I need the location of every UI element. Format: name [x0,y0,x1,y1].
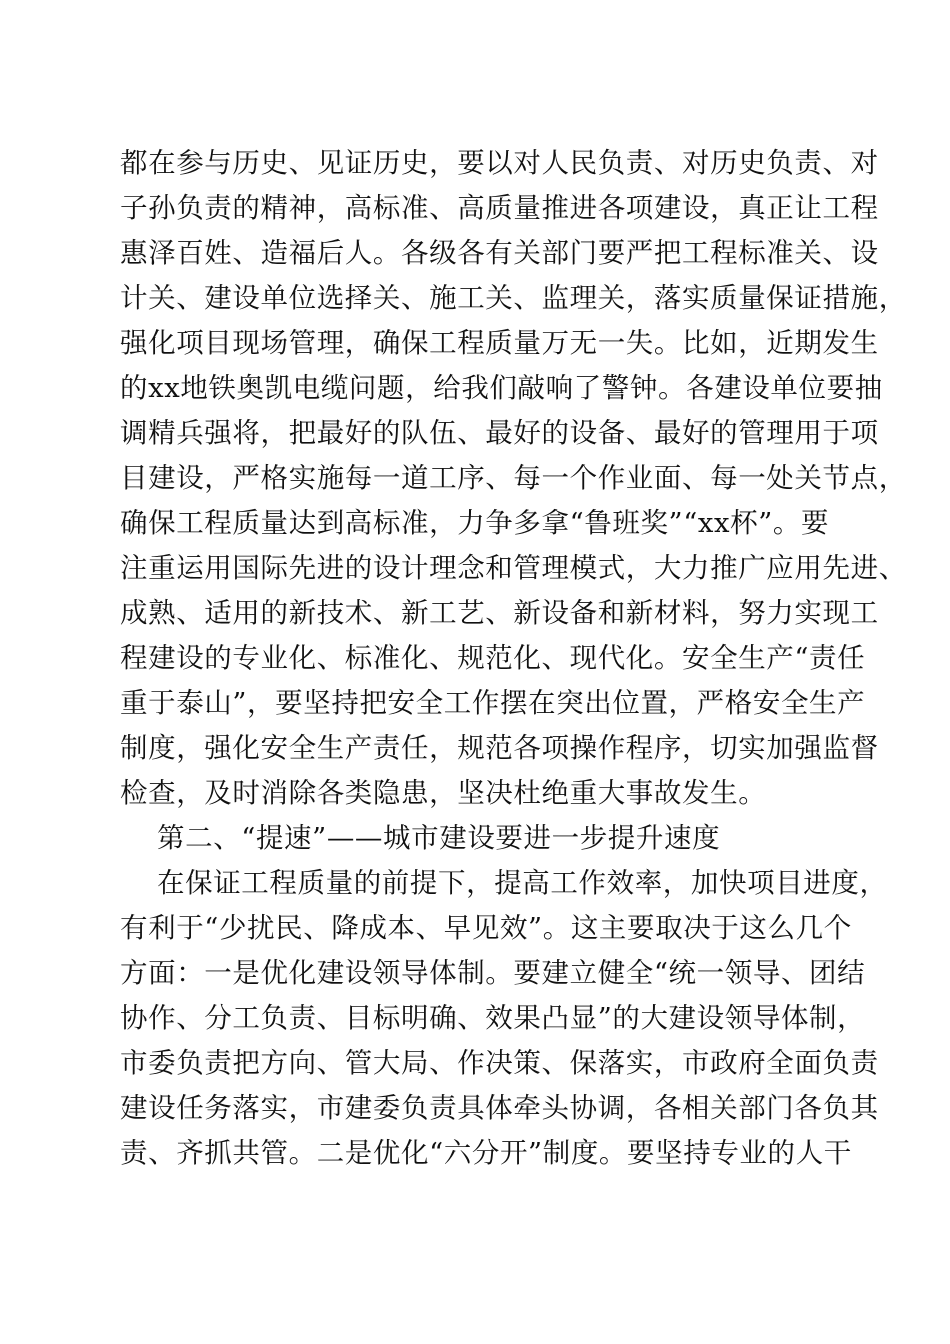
body-text-line: 建设任务落实，市建委负责具体牵头协调，各相关部门各负其 [120,1092,879,1124]
body-text-line: 方面：一是优化建设领导体制。要建立健全“统一领导、团结 [120,957,866,989]
body-text-line: 重于泰山”，要坚持把安全工作摆在突出位置，严格安全生产 [120,687,866,719]
body-text-line: 确保工程质量达到高标准，力争多拿“鲁班奖”“xx杯”。要 [120,507,830,539]
body-text-line: 子孙负责的精神，高标准、高质量推进各项建设，真正让工程 [120,192,879,224]
body-text-line: 责、齐抓共管。二是优化“六分开”制度。要坚持专业的人干 [120,1137,852,1169]
paragraph-first-line: 在保证工程质量的前提下，提高工作效率，加快项目进度， [157,867,888,899]
body-text-line: 市委负责把方向、管大局、作决策、保落实，市政府全面负责 [120,1047,879,1079]
body-text-line: 的xx地铁奥凯电缆问题，给我们敲响了警钟。各建设单位要抽 [120,372,883,404]
body-text-line: 制度，强化安全生产责任，规范各项操作程序，切实加强监督 [120,732,879,764]
section-heading: 第二、“提速”——城市建设要进一步提升速度 [157,822,721,854]
body-text-line: 强化项目现场管理，确保工程质量万无一失。比如，近期发生 [120,327,879,359]
body-text-line: 调精兵强将，把最好的队伍、最好的设备、最好的管理用于项 [120,417,879,449]
body-text-line: 成熟、适用的新技术、新工艺、新设备和新材料，努力实现工 [120,597,879,629]
body-text-line: 都在参与历史、见证历史，要以对人民负责、对历史负责、对 [120,147,879,179]
body-text-line: 计关、建设单位选择关、施工关、监理关，落实质量保证措施， [120,282,907,314]
body-text-line: 注重运用国际先进的设计理念和管理模式，大力推广应用先进、 [120,552,907,584]
body-text-line: 协作、分工负责、目标明确、效果凸显”的大建设领导体制， [120,1002,866,1034]
body-text-line: 检查，及时消除各类隐患，坚决杜绝重大事故发生。 [120,777,767,809]
body-text-line: 有利于“少扰民、降成本、早见效”。这主要取决于这么几个 [120,912,852,944]
body-text-line: 程建设的专业化、标准化、规范化、现代化。安全生产“责任 [120,642,866,674]
body-text-line: 惠泽百姓、造福后人。各级各有关部门要严把工程标准关、设 [120,237,879,269]
body-text-line: 目建设，严格实施每一道工序、每一个作业面、每一处关节点， [120,462,907,494]
